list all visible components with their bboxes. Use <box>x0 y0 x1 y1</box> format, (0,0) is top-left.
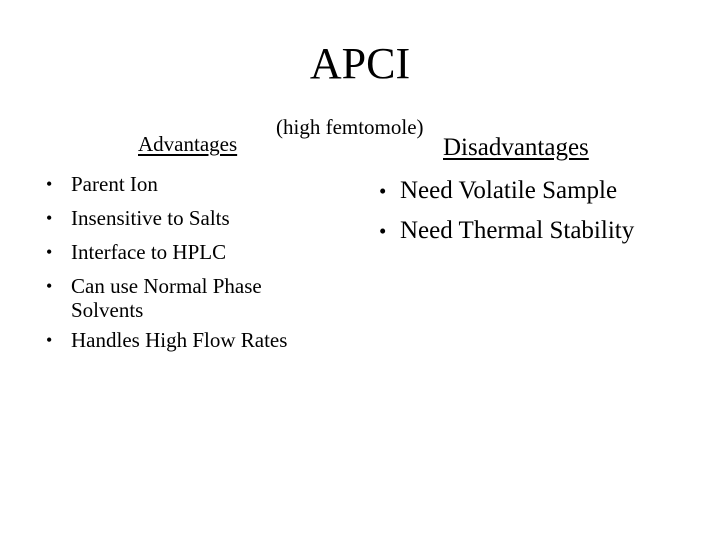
disadvantage-text: Need Thermal Stability <box>400 217 635 244</box>
advantage-text: Interface to HPLC <box>71 240 227 264</box>
list-item <box>375 171 715 211</box>
advantage-text: Insensitive to Salts <box>71 206 230 230</box>
bullet: • <box>46 174 53 194</box>
list-item <box>46 235 346 269</box>
disadvantage-text: Need Volatile Sample <box>400 177 618 204</box>
advantage-text: Parent Ion <box>71 172 158 196</box>
bullet: • <box>379 179 387 203</box>
bullet: • <box>46 208 53 228</box>
advantages-list <box>46 167 346 357</box>
advantage-text: Handles High Flow Rates <box>71 328 288 352</box>
bullet: • <box>46 330 53 350</box>
bullet: • <box>46 276 53 296</box>
list-item <box>46 201 346 235</box>
list-item <box>46 167 346 201</box>
sensitivity-note: (high femtomole) <box>276 115 424 139</box>
advantages-heading: Advantages <box>138 132 238 156</box>
list-item <box>46 269 346 323</box>
advantage-text-continuation: Solvents <box>71 298 144 322</box>
advantage-text: Can use Normal Phase <box>71 274 262 298</box>
list-item <box>375 211 715 251</box>
slide-title: APCI <box>309 39 411 88</box>
disadvantages-list <box>375 171 715 251</box>
bullet: • <box>46 242 53 262</box>
bullet: • <box>379 219 387 243</box>
disadvantages-heading: Disadvantages <box>443 134 589 161</box>
list-item <box>46 323 346 357</box>
